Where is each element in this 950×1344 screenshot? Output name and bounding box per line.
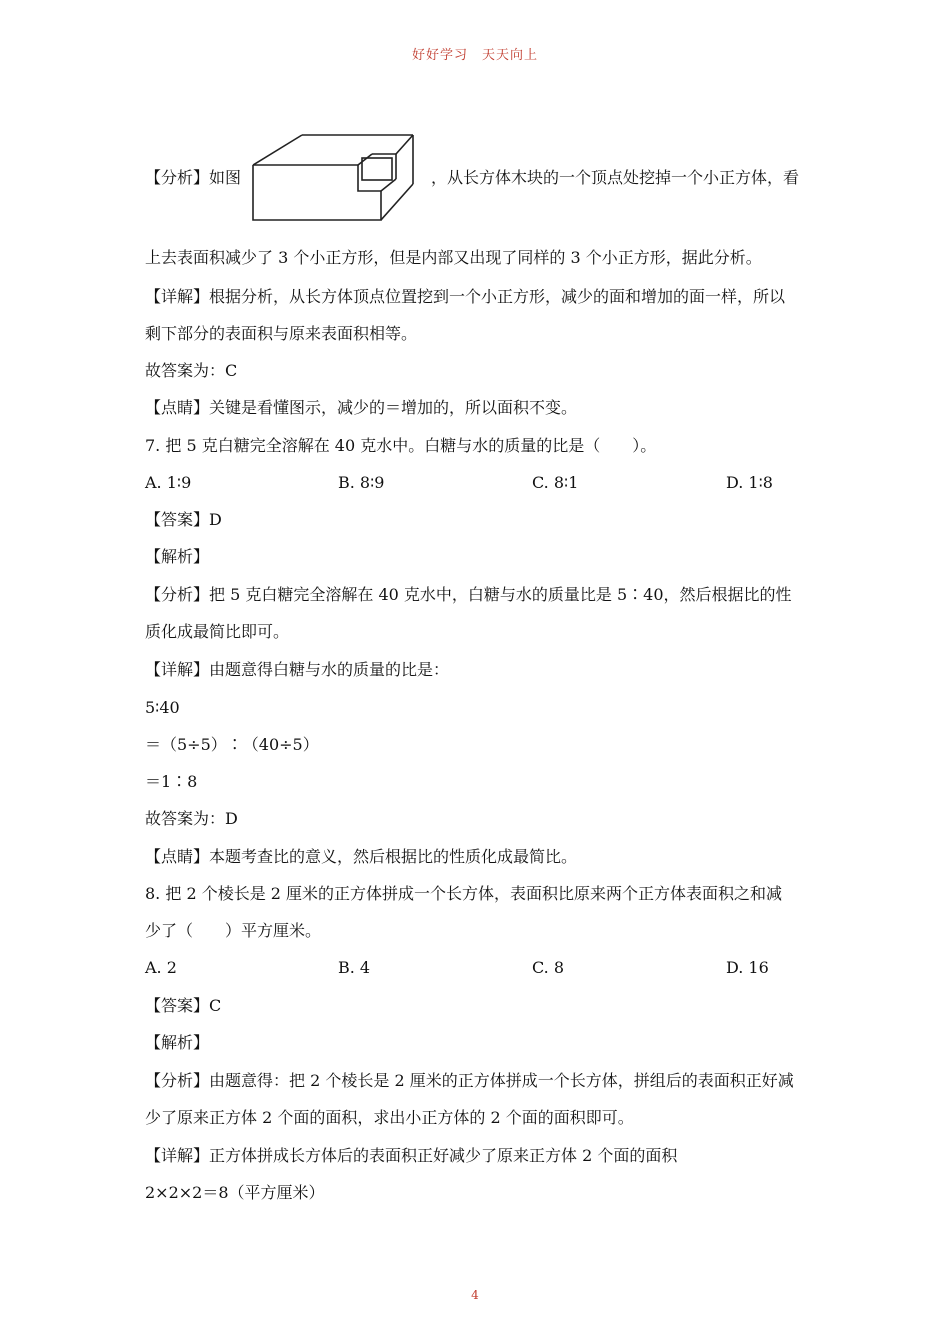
detail-text-2: 剩下部分的表面积与原来表面积相等。 [145,324,418,343]
notch-inner-bottom [381,179,396,191]
question-7: 7. 把 5 克白糖完全溶解在 40 克水中。白糖与水的质量的比是（ ）。 [145,436,657,455]
page-number: 4 [471,1288,479,1302]
question-8-line-1: 8. 把 2 个棱长是 2 厘米的正方体拼成一个长方体，表面积比原来两个正方体表面积之和减 [145,884,783,903]
q7-remark: 【点睛】本题考查比的意义，然后根据比的性质化成最简比。 [145,847,578,866]
notch-inner-square [362,158,392,180]
question-8-line-2: 少了（ ）平方厘米。 [145,921,322,940]
q7-final-answer: 故答案为：D [145,809,238,828]
notch-right-edge [396,135,413,154]
q8-option-a: A. 2 [145,958,177,977]
q7-analysis-1: 【分析】把 5 克白糖完全溶解在 40 克水中，白糖与水的质量比是 5∶40，然后根据比的性 [145,585,792,604]
cuboid-with-notch-figure [246,132,418,224]
q8-explanation-label: 【解析】 [145,1033,210,1052]
analysis-text-1: ，从长方体木块的一个顶点处挖掉一个小正方体，看 [431,168,800,187]
q7-option-c: C. 8∶1 [532,473,579,492]
q8-detail: 【详解】正方体拼成长方体后的表面积正好减少了原来正方体 2 个面的面积 [145,1146,678,1165]
q8-option-d: D. 16 [726,958,769,977]
remark-line-6: 【点睛】关键是看懂图示，减少的＝增加的，所以面积不变。 [145,398,578,417]
analysis-text-2: 上去表面积减少了 3 个小正方形，但是内部又出现了同样的 3 个小正方形，据此分析。 [145,248,762,267]
q8-analysis-1: 【分析】由题意得：把 2 个棱长是 2 厘米的正方体拼成一个长方体，拼组后的表面积正好减 [145,1071,794,1090]
q8-answer: 【答案】C [145,996,222,1015]
q8-calc: 2×2×2＝8（平方厘米） [145,1183,325,1202]
analysis-label: 【分析】如图 [145,168,242,187]
page-header: 好好学习 天天向上 [411,48,538,63]
q7-explanation-label: 【解析】 [145,547,210,566]
q7-analysis-2: 质化成最简比即可。 [145,622,290,641]
q7-calc-1: 5∶40 [145,698,180,717]
q7-detail: 【详解】由题意得白糖与水的质量的比是： [145,660,450,679]
q7-option-b: B. 8∶9 [338,473,385,492]
q7-calc-2: ＝（5÷5）∶（40÷5） [145,735,319,754]
q8-option-b: B. 4 [338,958,371,977]
top-left-edge [253,135,302,165]
q7-option-a: A. 1∶9 [145,473,192,492]
q7-option-d: D. 1∶8 [726,473,773,492]
q7-calc-3: ＝1∶8 [145,772,198,791]
q7-answer: 【答案】D [145,510,222,529]
q8-option-c: C. 8 [532,958,565,977]
q8-analysis-2: 少了原来正方体 2 个面的面积，求出小正方体的 2 个面的面积即可。 [145,1108,634,1127]
detail-text-1: 【详解】根据分析，从长方体顶点位置挖到一个小正方形，减少的面和增加的面一样，所以 [145,287,786,306]
right-bottom-edge [381,184,413,220]
notch-back-edge [358,154,372,165]
answer-line-6: 故答案为：C [145,361,238,380]
